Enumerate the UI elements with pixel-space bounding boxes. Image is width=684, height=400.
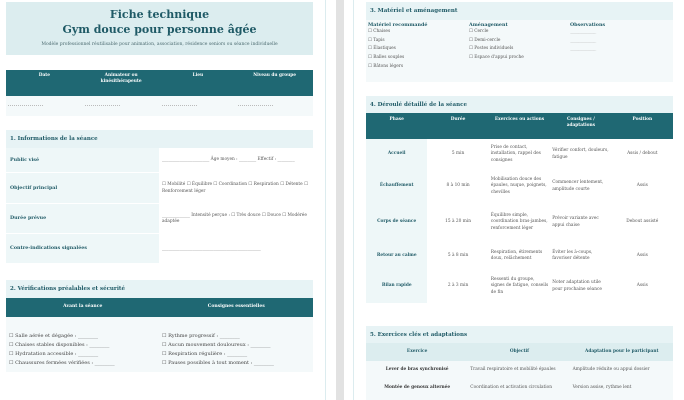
blank-field-line[interactable] <box>8 105 43 106</box>
table-cell: Noter adaptation utile pour prochaine séance <box>552 280 602 292</box>
section-2-title: 2. Vérifications préalables et sécurité <box>6 280 313 298</box>
table-cell: Debout assisté <box>626 219 659 225</box>
observation-line[interactable]: ______________________ <box>570 29 596 34</box>
section-4-column-header: Exercices ou actions <box>494 117 545 122</box>
title-block <box>6 2 313 55</box>
exercise-name: Lever de bras synchronisé <box>385 366 449 372</box>
checklist-item[interactable]: ☐ Respiration régulière : ________ <box>162 351 248 357</box>
section-4-column-header: Consignes / adaptations <box>566 117 596 129</box>
checklist-item[interactable]: ☐ Rythme progressif : ________ <box>162 333 240 339</box>
table-cell: Prise de contact, installation, rappel des consignes <box>490 145 541 163</box>
section-4-column-header: Durée <box>450 117 466 122</box>
meta-column-header: Animateur ou kinésithérapeute <box>100 73 142 85</box>
table-cell: 8 à 10 min <box>446 183 470 189</box>
table-cell: Amplitude réduite ou appui dossier <box>572 366 650 372</box>
field-label: Contre-indications signalées <box>6 234 159 264</box>
table-cell: Éviter les à-coups, favoriser détente <box>552 249 593 261</box>
checklist-item[interactable]: ☐ Postes individuels <box>469 46 514 52</box>
meta-column-header: Niveau du groupe <box>253 73 297 78</box>
section-3-column-header: Aménagement <box>469 22 508 28</box>
checklist-item[interactable]: ☐ Chaussures fermées vérifiées : ________ <box>9 360 115 366</box>
table-cell: 5 à 8 min <box>447 252 469 258</box>
page-border <box>353 0 354 400</box>
page-gap <box>336 0 344 400</box>
table-cell: Respiration, étirements doux, relâchement <box>490 249 543 261</box>
blank-field-line[interactable] <box>162 105 197 106</box>
phase-cell: Échauffement <box>379 183 414 189</box>
checklist-item[interactable]: ☐ Pauses possibles à tout moment : ________ <box>162 360 274 366</box>
field-value[interactable]: ______________________________________________ <box>162 245 261 251</box>
table-cell: 2 à 3 min <box>447 283 469 289</box>
section-3-column-header: Matériel recommandé <box>368 22 428 28</box>
table-cell: Commencer lentement, amplitude courte <box>552 180 604 192</box>
field-label: Public visé <box>6 148 159 173</box>
observation-line[interactable]: ______________________ <box>570 46 596 52</box>
section-5-column-header: Exercice <box>406 348 428 354</box>
checklist-item[interactable]: ☐ Bâtons légers <box>368 63 404 69</box>
meta-table-row <box>6 96 313 116</box>
section-2-column-header: Consignes essentielles <box>207 304 265 310</box>
section-4-column-header: Phase <box>389 117 404 122</box>
table-cell: Vérifier confort, douleurs, fatigue <box>552 148 609 160</box>
section-3-body <box>366 20 673 82</box>
table-cell: Assis <box>636 283 648 289</box>
checklist-item[interactable]: ☐ Demi-cercle <box>469 37 501 43</box>
doc-subtitle: Gym douce pour personne âgée <box>62 23 257 36</box>
phase-cell: Retour au calme <box>376 252 417 258</box>
table-cell: Mobilisation douce des épaules, nuque, poignets, chevilles <box>490 177 547 195</box>
field-label: Durée prévue <box>6 204 159 234</box>
table-cell: Assis <box>636 252 648 258</box>
checklist-item[interactable]: ☐ Aucun mouvement douloureux : ________ <box>162 342 271 348</box>
section-3-column-header: Observations <box>570 22 606 28</box>
table-cell: Équilibre simple, coordination bras-jambes, renforcement léger <box>490 213 548 231</box>
section-2-column-header: Avant la séance <box>63 304 103 310</box>
section-5-title: 5. Exercices clés et adaptations <box>366 326 673 343</box>
section-5-column-header: Adaptation pour le participant <box>585 348 659 354</box>
section-3-title: 3. Matériel et aménagement <box>366 2 673 20</box>
field-value[interactable]: _____________ Intensité perçue : ☐ Très douce ☐ Douce ☐ Modérée adaptée <box>162 212 307 224</box>
section-5-column-header: Objectif <box>509 348 529 354</box>
checklist-item[interactable]: ☐ Espace d'appui proche <box>469 55 524 61</box>
field-label: Objectif principal <box>6 173 159 204</box>
section-4-title: 4. Déroulé détaillé de la séance <box>366 96 673 113</box>
table-cell: Coordination et activation circulation <box>470 384 553 390</box>
exercise-name: Montée de genoux alternée <box>384 384 451 390</box>
phase-cell: Corps de séance <box>377 219 417 225</box>
table-cell: Assis / debout <box>627 151 658 157</box>
phase-cell: Bilan rapide <box>381 283 412 289</box>
phase-cell: Accueil <box>387 151 406 157</box>
checklist-item[interactable]: ☐ Salle aérée et dégagée : ________ <box>9 333 98 339</box>
doc-description: Modèle professionnel réutilisable pour animation, association, résidence seniors ou séance individuelle <box>41 42 278 47</box>
checklist-item[interactable]: ☐ Élastiques <box>368 46 396 52</box>
section-1-title: 1. Informations de la séance <box>6 130 313 148</box>
checklist-item[interactable]: ☐ Balles souples <box>368 55 405 61</box>
checklist-item[interactable]: ☐ Chaises <box>368 29 391 34</box>
checklist-item[interactable]: ☐ Cercle <box>469 29 489 34</box>
page-border <box>325 0 326 400</box>
field-value[interactable]: ______________________ Âge moyen : ________ Effectif : ________ <box>162 157 295 163</box>
doc-title: Fiche technique <box>109 8 210 21</box>
checklist-item[interactable]: ☐ Tapis <box>368 37 385 43</box>
field-value[interactable]: ☐ Mobilité ☐ Équilibre ☐ Coordination ☐ Respiration ☐ Détente ☐ Renforcement léger <box>162 182 308 194</box>
table-cell: Version assise, rythme lent <box>572 384 632 390</box>
meta-column-header: Lieu <box>192 73 204 78</box>
blank-field-line[interactable] <box>85 105 120 106</box>
table-cell: 15 à 20 min <box>445 219 471 225</box>
table-cell: Assis <box>636 183 648 189</box>
table-cell: Travail respiratoire et mobilité épaules <box>470 366 556 372</box>
checklist-item[interactable]: ☐ Chaises stables disponibles : ________ <box>9 342 110 348</box>
blank-field-line[interactable] <box>238 105 273 106</box>
checklist-item[interactable]: ☐ Hydratation accessible : ________ <box>9 351 99 357</box>
table-cell: Ressenti du groupe, signes de fatigue, conseils de fin <box>490 277 549 295</box>
table-cell: Prévoir variante avec appui chaise <box>552 216 599 228</box>
meta-column-header: Date <box>38 73 50 78</box>
section-4-column-header: Position <box>632 117 653 122</box>
observation-line[interactable]: ______________________ <box>570 37 596 43</box>
table-cell: 5 min <box>451 151 465 157</box>
